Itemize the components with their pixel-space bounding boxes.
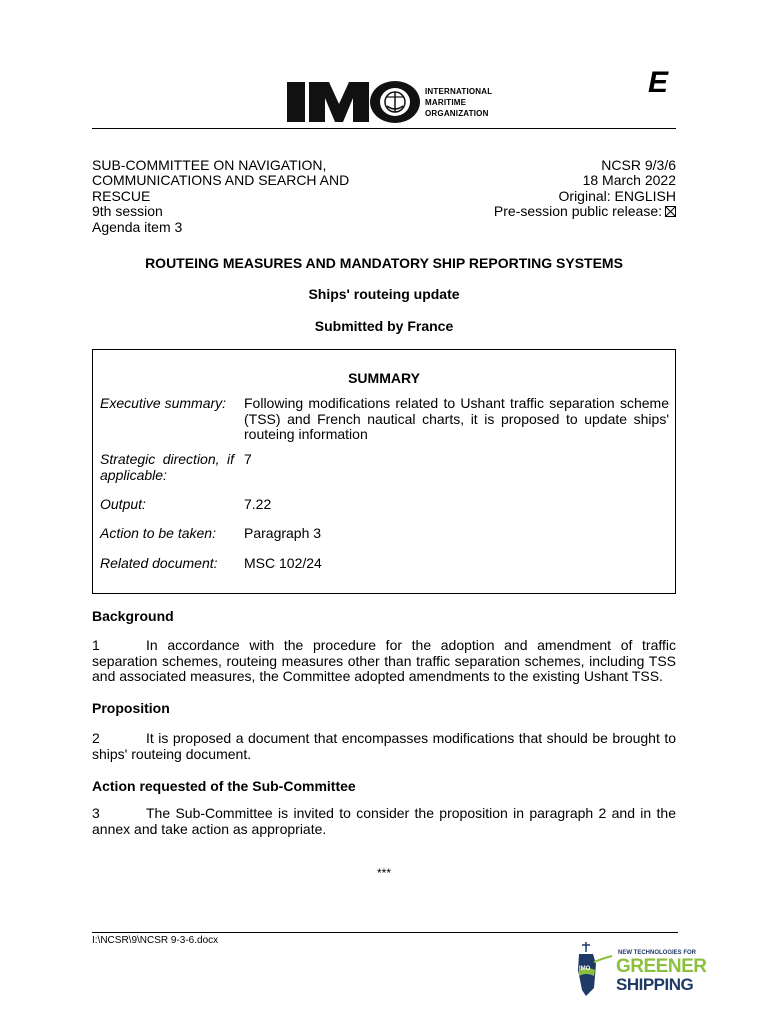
header-divider [92,128,676,129]
session: 9th session [92,203,163,220]
agenda-item: Agenda item 3 [92,218,183,235]
summary-label: Related document: [100,555,218,571]
summary-label: Strategic direction, if applicable: [100,451,234,483]
summary-value: 7 [244,451,252,467]
paragraph-text: In accordance with the procedure for the adoption and amendment of traffic separation schemes, routeing measures other than traffic separation schemes, including TSS and associated measures, the Committee adopted amendments to the existing Ushant TSS. [92,637,676,685]
committee-line: SUB-COMMITTEE ON NAVIGATION, [92,157,327,173]
doc-number: NCSR 9/3/6 [601,157,676,173]
language-code: E [648,66,669,99]
checked-box-icon [665,206,676,217]
footer-divider [92,932,678,933]
original-language: Original: ENGLISH [558,187,676,204]
summary-label: Action to be taken: [100,525,216,541]
committee-meta [92,158,349,235]
document-meta [494,158,676,220]
main-title: ROUTEING MEASURES AND MANDATORY SHIP REPORTING SYSTEMS [145,255,623,271]
org-line-2: MARITIME [425,98,467,107]
subtitle: Ships' routeing update [308,286,460,302]
paragraph-number: 2 [92,730,100,746]
paragraph-number: 1 [92,637,100,653]
paragraph-text: It is proposed a document that encompasses modifications that should be brought to ships' routeing document. [92,730,676,762]
summary-value: Following modifications related to Ushant traffic separation scheme (TSS) and French nautical charts, it is proposed to update ships' routeing information [244,395,669,442]
paragraph [92,638,676,685]
submitted-by: Submitted by France [314,318,454,334]
paragraph-text: The Sub-Committee is invited to consider the proposition in paragraph 2 and in the annex and take action as appropriate. [92,805,676,837]
summary-box [92,349,676,594]
release-label: Pre-session public release: [493,203,662,220]
committee-line: COMMUNICATIONS AND SEARCH AND [92,172,350,189]
section-heading: Proposition [92,700,170,716]
org-line-3: ORGANIZATION [425,109,489,118]
doc-date: 18 March 2022 [582,172,676,189]
section-heading: Background [92,608,174,624]
paragraph [92,806,676,837]
paragraph [92,731,676,762]
greener-shipping-logo [576,940,707,1000]
logo-line-2: GREENER [616,956,707,977]
summary-label: Output: [100,496,146,512]
summary-value: 7.22 [244,496,272,512]
logo-badge: IMO [579,966,591,972]
logo-line-3: SHIPPING [616,975,694,994]
summary-title: SUMMARY [348,370,420,386]
section-heading: Action requested of the Sub-Committee [92,778,356,794]
file-path: I:\NCSR\9\NCSR 9-3-6.docx [92,935,219,946]
logo-line-1: NEW TECHNOLOGIES FOR [618,950,696,956]
committee-line: RESCUE [92,187,151,204]
summary-label: Executive summary: [100,395,227,411]
org-line-1: INTERNATIONAL [425,87,493,96]
summary-value: Paragraph 3 [244,525,322,541]
imo-logo [287,80,507,124]
end-marker: *** [376,866,391,880]
summary-value: MSC 102/24 [244,555,322,571]
paragraph-number: 3 [92,805,100,821]
